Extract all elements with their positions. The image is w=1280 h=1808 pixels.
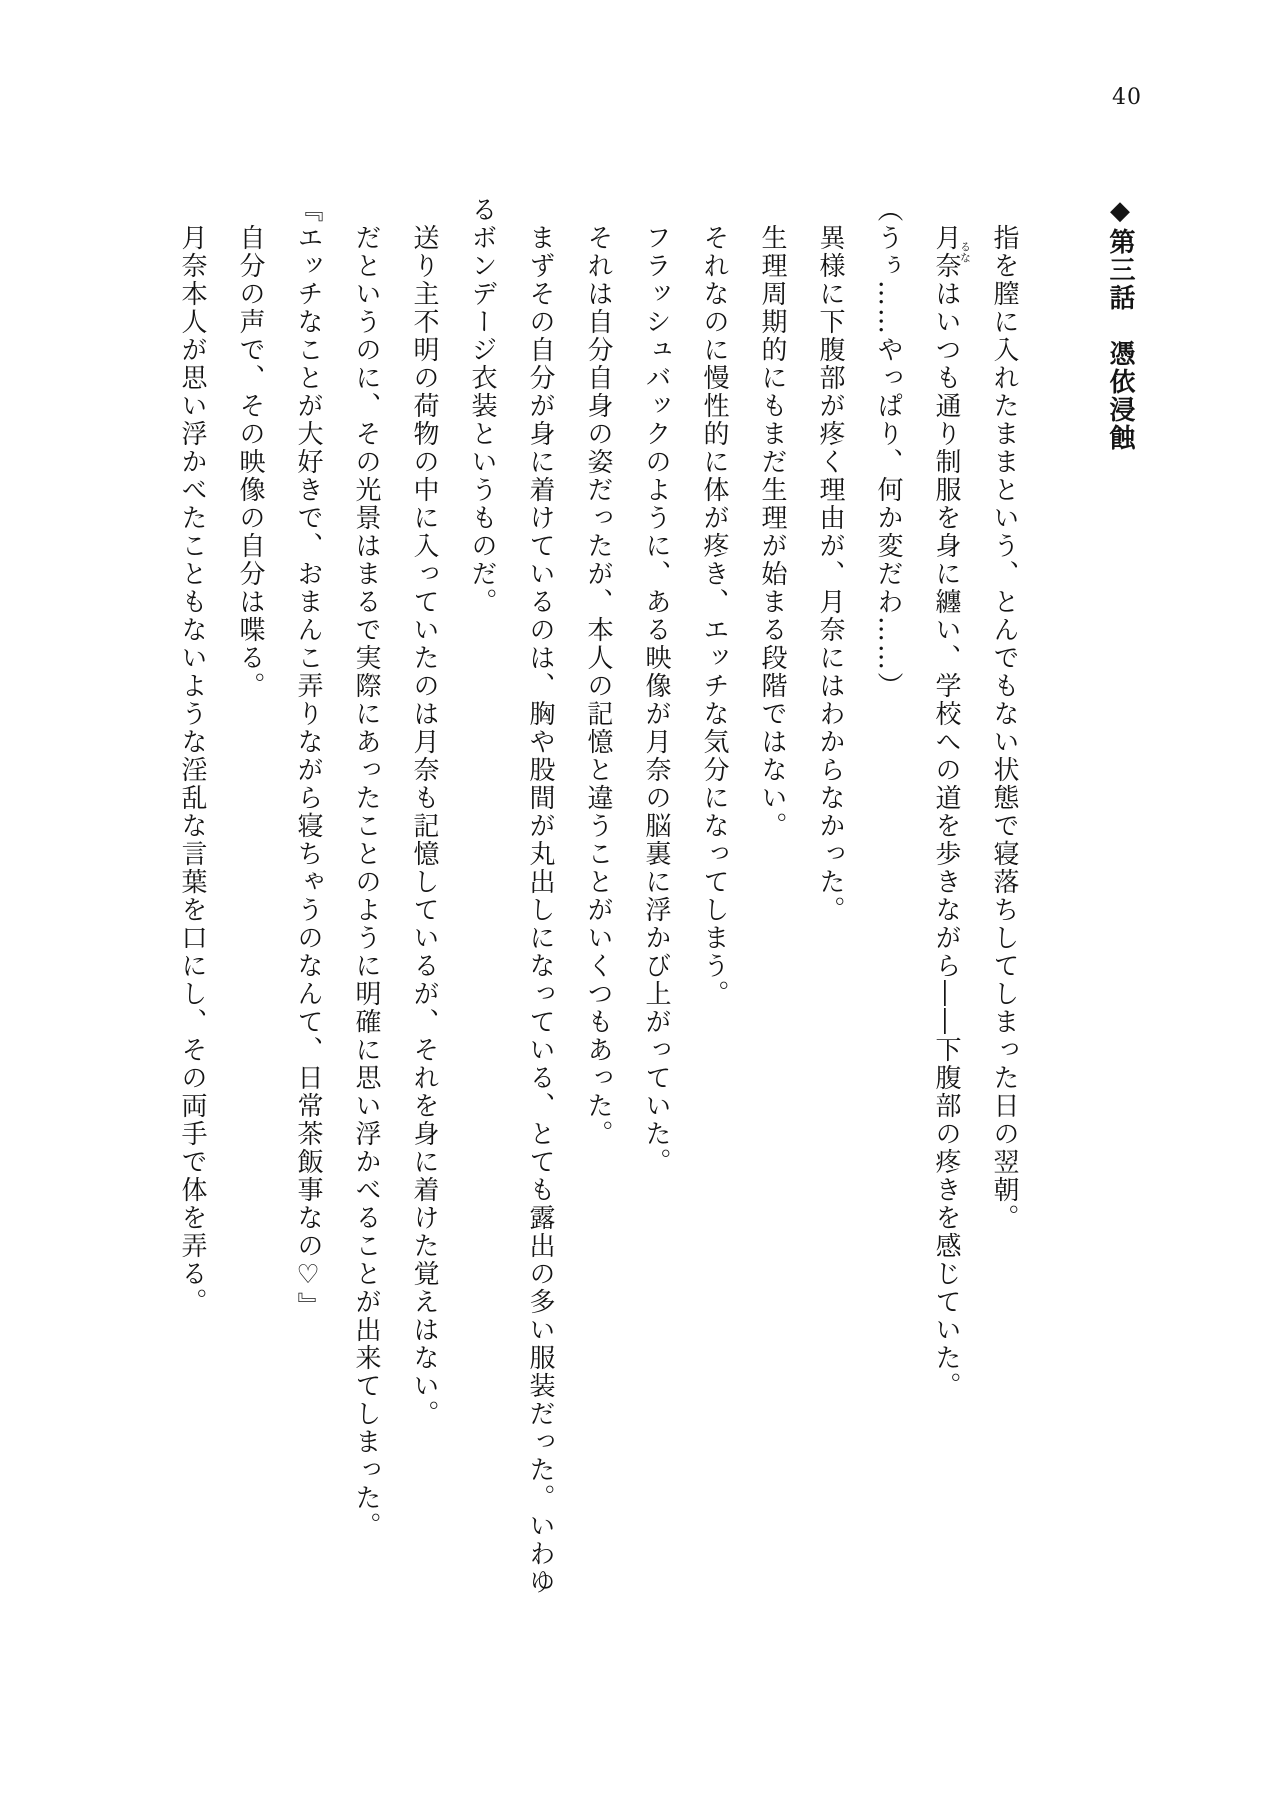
paragraph: まずその自分が身に着けているのは、胸や股間が丸出しになっている、とても露出の多い服装だった。いわゆるボンデージ衣装というものだ。 — [467, 196, 555, 1596]
paragraph: それなのに慢性的に体が疼き、エッチな気分になってしまう。 — [699, 224, 729, 1008]
paragraph: 生理周期的にもまだ生理が始まる段階ではない。 — [757, 224, 787, 840]
paragraph: 月奈本人が思い浮かべたこともないような淫乱な言葉を口にし、その両手で体を弄る。 — [177, 224, 207, 1316]
paragraph: それは自分自身の姿だったが、本人の記憶と違うことがいくつもあった。 — [583, 224, 613, 1148]
paragraph: だというのに、その光景はまるで実際にあったことのように明確に思い浮かべることが出来てしまった。 — [351, 224, 381, 1540]
vertical-text-block — [159, 196, 1149, 1596]
paragraph: 月奈るなはいつも通り制服を身に纏い、学校への道を歩きながら――下腹部の疼きを感じていた。 — [931, 224, 972, 1400]
paragraph: 『エッチなことが大好きで、おまんこ弄りながら寝ちゃうのなんて、日常茶飯事なの♡』 — [293, 196, 323, 1320]
chapter-title — [1091, 196, 1149, 1596]
paragraph: 自分の声で、その映像の自分は喋る。 — [235, 224, 265, 700]
paragraph: 送り主不明の荷物の中に入っていたのは月奈も記憶しているが、それを身に着けた覚えはない。 — [409, 224, 439, 1428]
paragraph: フラッシュバックのように、ある映像が月奈の脳裏に浮かび上がっていた。 — [641, 224, 671, 1176]
paragraph: （うぅ……やっぱり、何か変だわ……） — [873, 196, 903, 700]
chapter-title-text: 第三話 憑依浸蝕 — [1105, 228, 1135, 452]
page-number: 40 — [1112, 85, 1142, 110]
diamond-chapter-marker-icon: ◆ — [1105, 196, 1135, 228]
paragraph: 異様に下腹部が疼く理由が、月奈にはわからなかった。 — [815, 224, 845, 924]
ruby-annotation: 月奈るな — [931, 224, 972, 280]
paragraph: 指を膣に入れたままという、とんでもない状態で寝落ちしてしまった日の翌朝。 — [989, 224, 1019, 1232]
